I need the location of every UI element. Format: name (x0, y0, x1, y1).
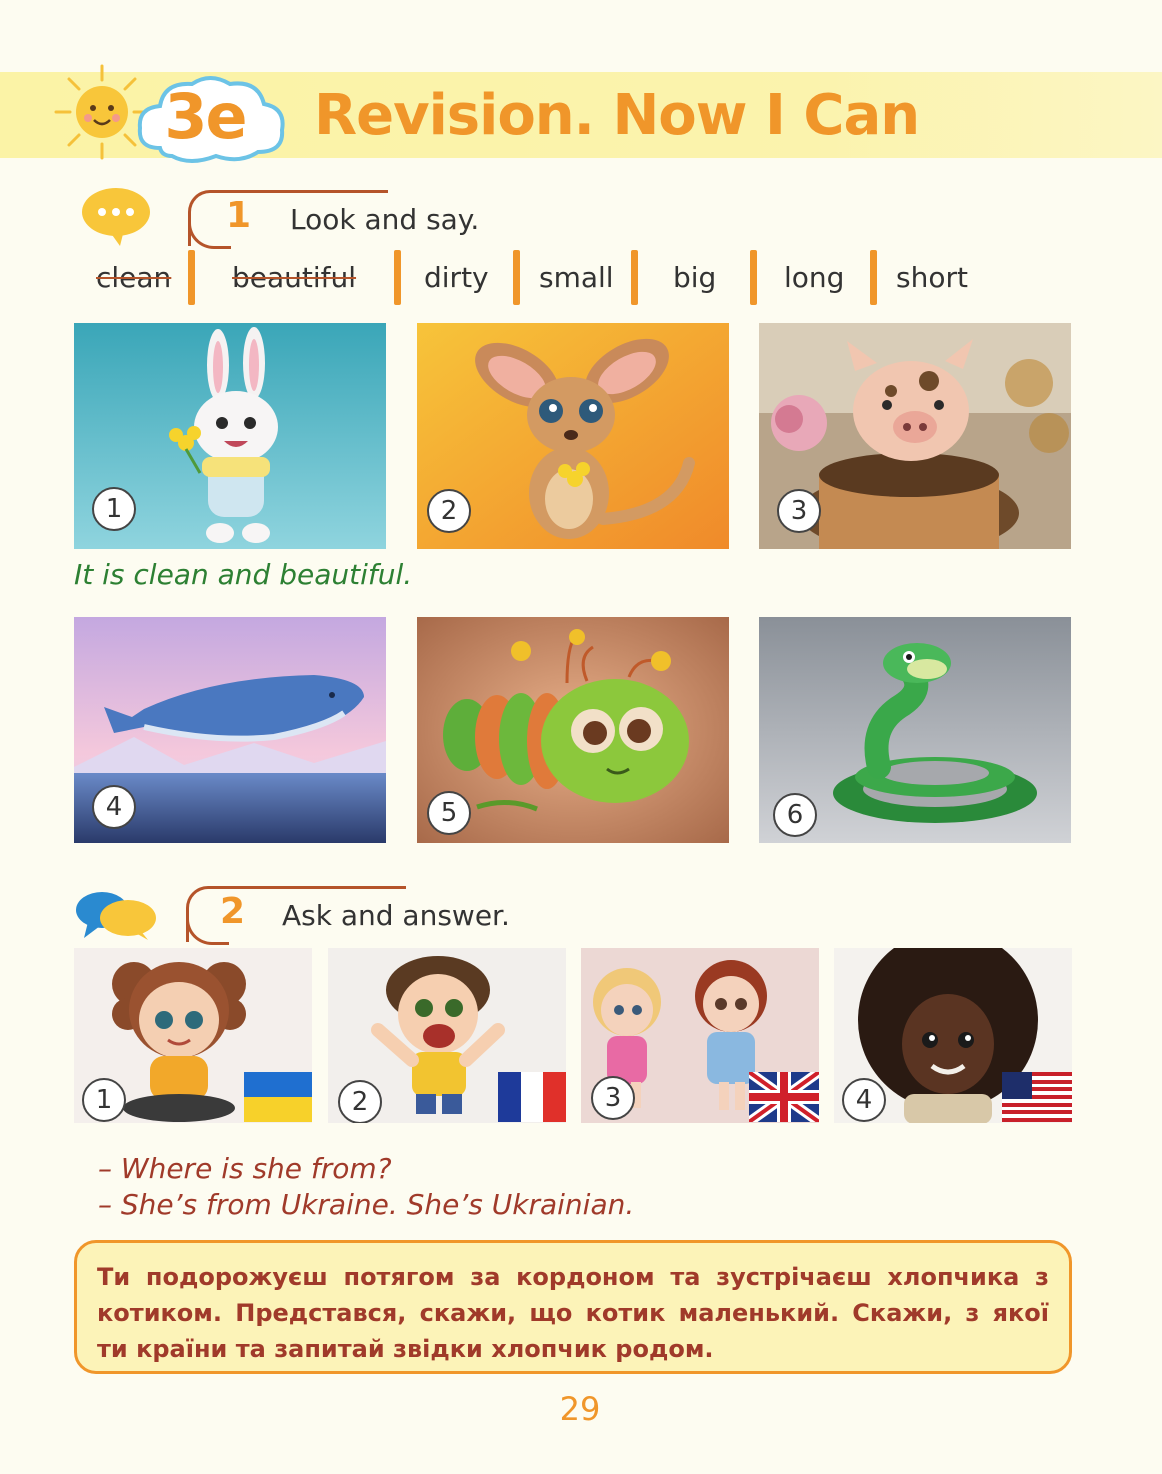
kid-number-badge: 4 (842, 1078, 886, 1122)
kid-picture-2 (328, 948, 566, 1123)
page-number: 29 (559, 1390, 601, 1428)
word-beautiful: beautiful (232, 261, 357, 294)
picture-2 (417, 323, 729, 549)
word-separator (870, 250, 877, 305)
word-big: big (673, 261, 717, 294)
word-separator (188, 250, 195, 305)
picture-number-badge: 3 (777, 489, 821, 533)
picture-number-badge: 6 (773, 793, 817, 837)
dialog-question: – Where is she from? (98, 1152, 392, 1185)
france-flag-icon (498, 1072, 566, 1122)
kid-picture-3 (581, 948, 819, 1123)
kid-number-badge: 2 (338, 1080, 382, 1123)
exercise-1-instruction: Look and say. (290, 203, 480, 236)
picture-number-badge: 4 (92, 785, 136, 829)
word-short: short (896, 261, 968, 294)
picture-1 (74, 323, 386, 549)
picture-number-badge: 1 (92, 487, 136, 531)
picture-4 (74, 617, 386, 843)
word-separator (631, 250, 638, 305)
usa-flag-icon (1002, 1072, 1072, 1122)
word-separator (394, 250, 401, 305)
picture-6 (759, 617, 1071, 843)
kid-picture-1 (74, 948, 312, 1123)
picture-number-badge: 5 (427, 791, 471, 835)
kid-number-badge: 3 (591, 1076, 635, 1120)
unit-number: 3e (164, 80, 246, 153)
picture-number-badge: 2 (427, 489, 471, 533)
ukraine-flag-icon (244, 1072, 312, 1122)
word-clean: clean (96, 261, 172, 294)
word-separator (513, 250, 520, 305)
page-title: Revision. Now I Can (314, 83, 920, 148)
word-small: small (539, 261, 614, 294)
picture-3 (759, 323, 1071, 549)
example-sentence: It is clean and beautiful. (74, 558, 413, 591)
speech-bubble-icon (80, 184, 154, 248)
uk-flag-icon (749, 1072, 819, 1122)
word-dirty: dirty (424, 261, 489, 294)
kid-number-badge: 1 (82, 1078, 126, 1122)
word-long: long (784, 261, 845, 294)
word-separator (750, 250, 757, 305)
exercise-2-instruction: Ask and answer. (282, 899, 510, 932)
dialog-answer: – She’s from Ukraine. She’s Ukrainian. (98, 1188, 635, 1221)
kid-picture-4 (834, 948, 1072, 1123)
picture-5 (417, 617, 729, 843)
exercise-2-number: 2 (220, 891, 246, 932)
task-box: Ти подорожуєш потягом за кордоном та зустрічаєш хлопчика з котиком. Представся, скажи, що котик маленький. Скажи, з якої ти країни та запитай звідки хлопчик родом. (74, 1240, 1072, 1374)
chat-bubbles-icon (74, 888, 158, 942)
exercise-1-number: 1 (226, 195, 252, 236)
